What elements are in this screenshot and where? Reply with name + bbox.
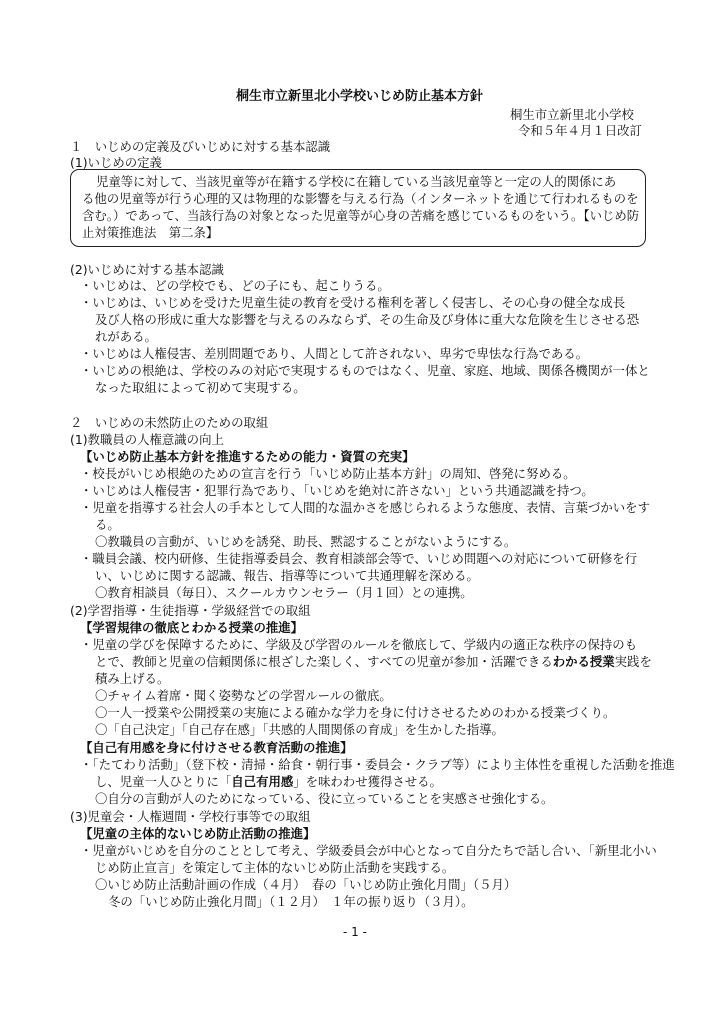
sub2-line: 積み上げる。 (95, 671, 170, 686)
self-usefulness-emphasis: 自己有用感 (231, 774, 294, 789)
definition-line: 止対策推進法 第二条】 (82, 225, 219, 240)
section1-heading: １ いじめの定義及びいじめに対する基本認識 (70, 139, 331, 154)
sub1-line: ・校長がいじめ根絶のための宣言を行う「いじめ防止基本方針」の周知、啓発に努める。 (80, 466, 576, 481)
definition-line: る他の児童等が行う心理的又は物理的な影響を与える行為（インターネットを通じて行われるものを (82, 191, 639, 206)
sub2-line: ・「たてわり活動」（登下校・清掃・給食・朝行事・委員会・クラブ等）により主体性を重視した活動を推進 (80, 757, 675, 772)
understandable-lessons-emphasis: わかる授業 (552, 654, 615, 669)
section2-sub3-bold-heading: 【児童の主体的ないじめ防止活動の推進】 (80, 826, 316, 841)
sub2-line (95, 654, 652, 670)
section1-sub2-heading: (2)いじめに対する基本認識 (70, 262, 224, 277)
section2-sub2-heading: (2)学習指導・生徒指導・学級経営での取組 (70, 603, 311, 618)
sub3-line: 冬の「いじめ防止強化月間」（１２月） １年の振り返り（３月）。 (108, 894, 474, 909)
sub2-line: 〇一人一授業や公開授業の実施による確かな学力を身に付けさせるためのわかる授業づくり。 (95, 705, 616, 720)
sub2-line: 〇チャイム着席・聞く姿勢などの学習ルールの徹底。 (95, 688, 392, 703)
sub2-line-text: 実践を (614, 654, 652, 669)
recognition-line: ・いじめは人権侵害、差別問題であり、人間として許されない、卑劣で卑怯な行為である。 (80, 346, 589, 361)
recognition-line: ・いじめは、どの学校でも、どの子にも、起こりうる。 (80, 278, 390, 293)
sub2-line-text: し、児童一人ひとりに「 (95, 774, 232, 789)
recognition-line: ・いじめの根絶は、学校のみの対応で実現するものではなく、児童、家庭、地域、関係各機関が一体と (80, 363, 650, 378)
sub3-line: ・児童がいじめを自分のこととして考え、学級委員会が中心となって自分たちで話し合い、「新里北小い (80, 843, 657, 858)
sub1-line: る。 (95, 517, 120, 532)
recognition-line: ・いじめは、いじめを受けた児童生徒の教育を受ける権利を著しく侵害し、その心身の健全な成長 (80, 295, 626, 310)
document-title: 桐生市立新里北小学校いじめ防止基本方針 (236, 89, 484, 104)
section2-sub2-bold-heading-2: 【自己有用感を身に付けさせる教育活動の推進】 (80, 740, 353, 755)
section2-sub1-bold-heading: 【いじめ防止基本方針を推進するための能力・資質の充実】 (80, 449, 415, 464)
sub2-line-text: 」を味わわせ獲得させる。 (293, 774, 442, 789)
sub1-line: 〇教職員の言動が、いじめを誘発、助長、黙認することがないようにする。 (95, 534, 517, 549)
revision-date: 令和５年４月１日改訂 (518, 123, 642, 138)
sub3-line: じめ防止宣言」を策定して主体的ないじめ防止活動を実践する。 (95, 860, 455, 875)
sub2-line: 〇自分の言動が人のためになっている、役に立っていることを実感させ強化する。 (95, 791, 554, 806)
sub1-line: い、いじめに関する認識、報告、指導等について共通理解を深める。 (95, 568, 479, 583)
sub3-line: 〇いじめ防止活動計画の作成（４月） 春の「いじめ防止強化月間」（５月） (95, 877, 517, 892)
section2-sub1-heading: (1)教職員の人権意識の向上 (70, 432, 224, 447)
sub1-line: ・職員会議、校内研修、生徒指導委員会、教育相談部会等で、いじめ問題への対応について研修を行 (80, 551, 638, 566)
section2-sub2-bold-heading-1: 【学習規律の徹底とわかる授業の推進】 (80, 620, 304, 635)
recognition-line: 及び人格の形成に重大な影響を与えるのみならず、その生命及び身体に重大な危険を生じさせる恐 (95, 312, 640, 327)
sub1-line: ・児童を指導する社会人の手本として人間的な温かさを感じられるような態度、表情、言葉づかいをす (80, 500, 650, 515)
sub1-line: 〇教育相談員（毎日）、スクールカウンセラー（月１回）との連携。 (95, 585, 473, 600)
recognition-line: なった取組によって初めて実現する。 (95, 380, 306, 395)
section2-sub3-heading: (3)児童会・人権週間・学校行事等での取組 (70, 809, 311, 824)
page-number: - 1 - (343, 925, 367, 939)
school-name: 桐生市立新里北小学校 (510, 107, 634, 122)
definition-line: 含む。）であって、当該行為の対象となった児童等が心身の苦痛を感じているものをいう。【いじめ防 (82, 208, 640, 223)
sub2-line (95, 774, 442, 790)
sub2-line-text: とで、教師と児童の信頼関係に根ざした楽しく、すべての児童が参加・活躍できる (95, 654, 553, 669)
sub2-line: ・児童の学びを保障するために、学級及び学習のルールを徹底して、学級内の適正な秩序の保持のも (80, 637, 638, 652)
definition-line: 児童等に対して、当該児童等が在籍する学校に在籍している当該児童等と一定の人的関係にあ (96, 174, 617, 189)
sub2-line: 〇「自己決定」「自己存在感」「共感的人間関係の育成」を生かした指導。 (95, 722, 504, 737)
section2-heading: ２ いじめの未然防止のための取組 (70, 415, 269, 430)
section1-sub1-heading: (1)いじめの定義 (70, 155, 162, 170)
sub1-line: ・いじめは人権侵害・犯罪行為であり、「いじめを絶対に許さない」という共通認識を持つ。 (80, 483, 594, 498)
recognition-line: れがある。 (95, 329, 157, 344)
